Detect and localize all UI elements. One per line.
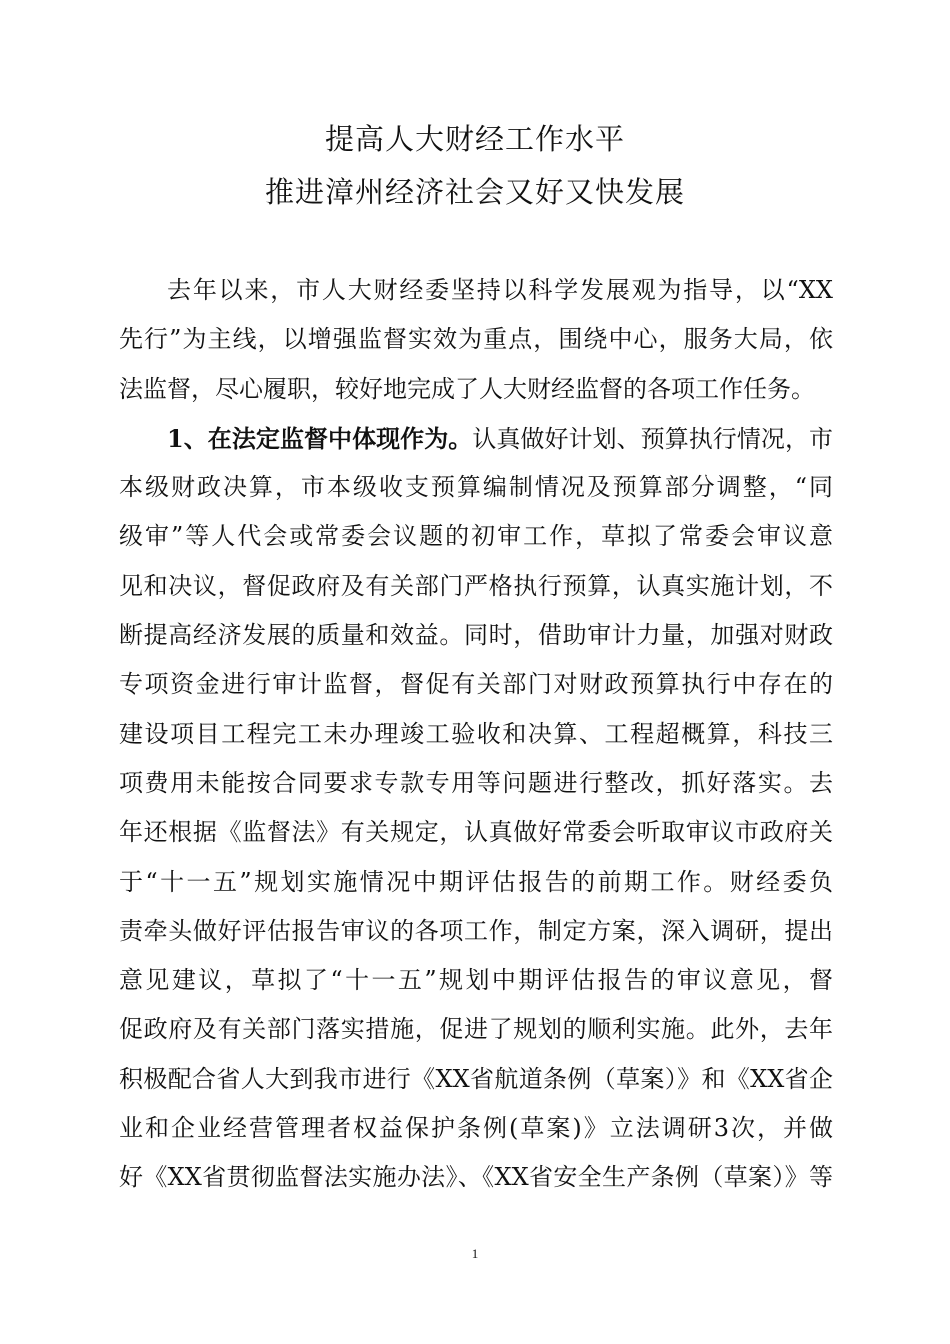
text-line: 于“十一五”规划实施情况中期评估报告的前期工作。财经委负: [119, 867, 833, 896]
text-line: 先行”为主线，以增强监督实效为重点，围绕中心，服务大局，依: [119, 325, 833, 354]
paragraph-section-1: [119, 414, 833, 1203]
section-first-line-text: 认真做好计划、预算执行情况，市: [472, 424, 833, 453]
text-line: 业和企业经营管理者权益保护条例(草案)》立法调研3次，并做: [119, 1114, 833, 1143]
text-line: 促政府及有关部门落实措施，促进了规划的顺利实施。此外，去年: [119, 1015, 833, 1044]
text-line: 去年以来，市人大财经委坚持以科学发展观为指导，以“XX: [167, 276, 833, 304]
text-line: 建设项目工程完工未办理竣工验收和决算、工程超概算，科技三: [119, 719, 833, 748]
text-line: 专项资金进行审计监督，督促有关部门对财政预算执行中存在的: [119, 670, 833, 699]
text-line: [119, 414, 833, 463]
text-line: 断提高经济发展的质量和效益。同时，借助审计力量，加强对财政: [119, 621, 833, 650]
paragraph-intro: [119, 266, 833, 414]
text-line: 级审”等人代会或常委会议题的初审工作，草拟了常委会审议意: [119, 522, 833, 551]
document-body: [119, 266, 833, 1203]
text-line: 责牵头做好评估报告审议的各项工作，制定方案，深入调研，提出: [119, 916, 833, 945]
text-line: 积极配合省人大到我市进行《XX省航道条例（草案）》和《XX省企: [119, 1064, 833, 1093]
text-line: 见和决议，督促政府及有关部门严格执行预算，认真实施计划，不: [119, 571, 833, 600]
page-number: 1: [471, 1246, 479, 1261]
text-line: 本级财政决算，市本级收支预算编制情况及预算部分调整，“同: [119, 473, 833, 502]
text-line: 好《XX省贯彻监督法实施办法》、《XX省安全生产条例（草案）》等: [119, 1163, 833, 1192]
text-line: 年还根据《监督法》有关规定，认真做好常委会听取审议市政府关: [119, 818, 833, 847]
text-line: 法监督，尽心履职，较好地完成了人大财经监督的各项工作任务。: [119, 374, 815, 403]
document-title-line1: 提高人大财经工作水平: [324, 122, 625, 156]
text-line: 意见建议，草拟了“十一五”规划中期评估报告的审议意见，督: [119, 966, 833, 995]
document-title-line2: 推进漳州经济社会又好又快发展: [264, 175, 685, 209]
text-line: 项费用未能按合同要求专款专用等问题进行整改，抓好落实。去: [119, 768, 833, 797]
section-heading: 1、在法定监督中体现作为。: [167, 423, 473, 453]
